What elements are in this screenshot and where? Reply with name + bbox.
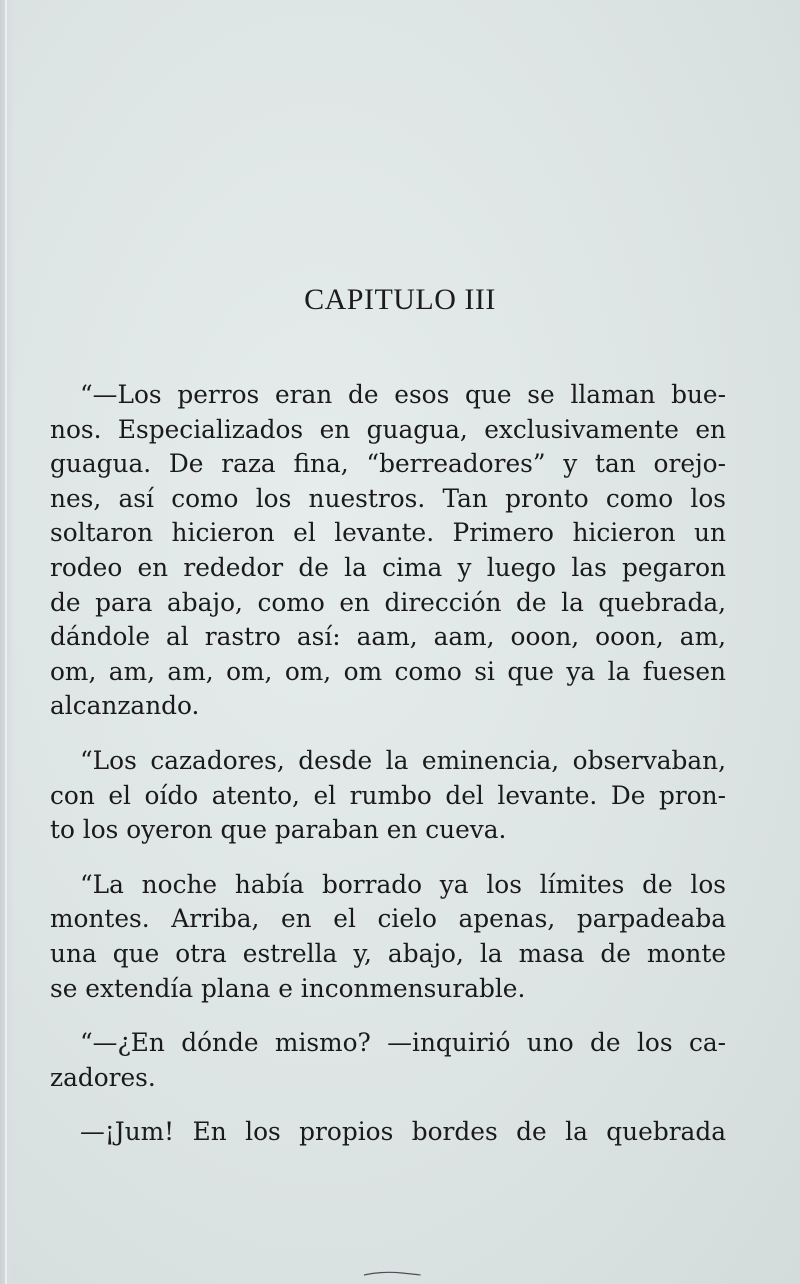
text-line: nes, así como los nuestros. Tan pronto como los bbox=[50, 483, 726, 513]
text-line: guagua. De raza fina, “berreadores” y tan orejo- bbox=[50, 449, 726, 479]
body-text bbox=[50, 378, 726, 1170]
text-line: soltaron hicieron el levante. Primero hicieron un bbox=[50, 518, 726, 548]
paragraph bbox=[50, 868, 726, 1006]
text-line: una que otra estrella y, abajo, la masa de monte bbox=[50, 938, 726, 968]
paragraph bbox=[50, 378, 726, 724]
text-line: to los oyeron que paraban en cueva. bbox=[50, 815, 507, 845]
text-line: “—Los perros eran de esos que se llaman bue- bbox=[80, 380, 726, 409]
text-line: “La noche había borrado ya los límites de los bbox=[80, 869, 726, 899]
text-line: rodeo en rededor de la cima y luego las pegaron bbox=[50, 552, 726, 582]
text-line: alcanzando. bbox=[50, 691, 200, 721]
text-line: dándole al rastro así: aam, aam, ooon, ooon, am, bbox=[50, 622, 726, 652]
text-line: nos. Especializados en guagua, exclusivamente en bbox=[50, 414, 726, 444]
text-line: om, am, am, om, om, om como si que ya la fuesen bbox=[50, 656, 726, 686]
text-line: se extendía plana e inconmensurable. bbox=[50, 973, 526, 1003]
paragraph bbox=[50, 1115, 726, 1150]
text-line: —¡Jum! En los propios bordes de la quebrada bbox=[80, 1117, 726, 1147]
paragraph bbox=[50, 1026, 726, 1095]
page-binding-edge bbox=[0, 0, 14, 1284]
text-line: zadores. bbox=[50, 1062, 156, 1092]
paragraph bbox=[50, 744, 726, 848]
text-line: con el oído atento, el rumbo del levante. De pron- bbox=[50, 780, 726, 810]
text-line: “—¿En dónde mismo? —inquirió uno de los ca- bbox=[80, 1028, 726, 1058]
text-line: “Los cazadores, desde la eminencia, observaban, bbox=[80, 745, 726, 775]
chapter-title: CAPITULO III bbox=[304, 283, 496, 316]
ink-smudge-mark bbox=[362, 1271, 422, 1277]
text-line: montes. Arriba, en el cielo apenas, parpadeaba bbox=[50, 904, 726, 934]
text-line: de para abajo, como en dirección de la quebrada, bbox=[50, 587, 726, 617]
